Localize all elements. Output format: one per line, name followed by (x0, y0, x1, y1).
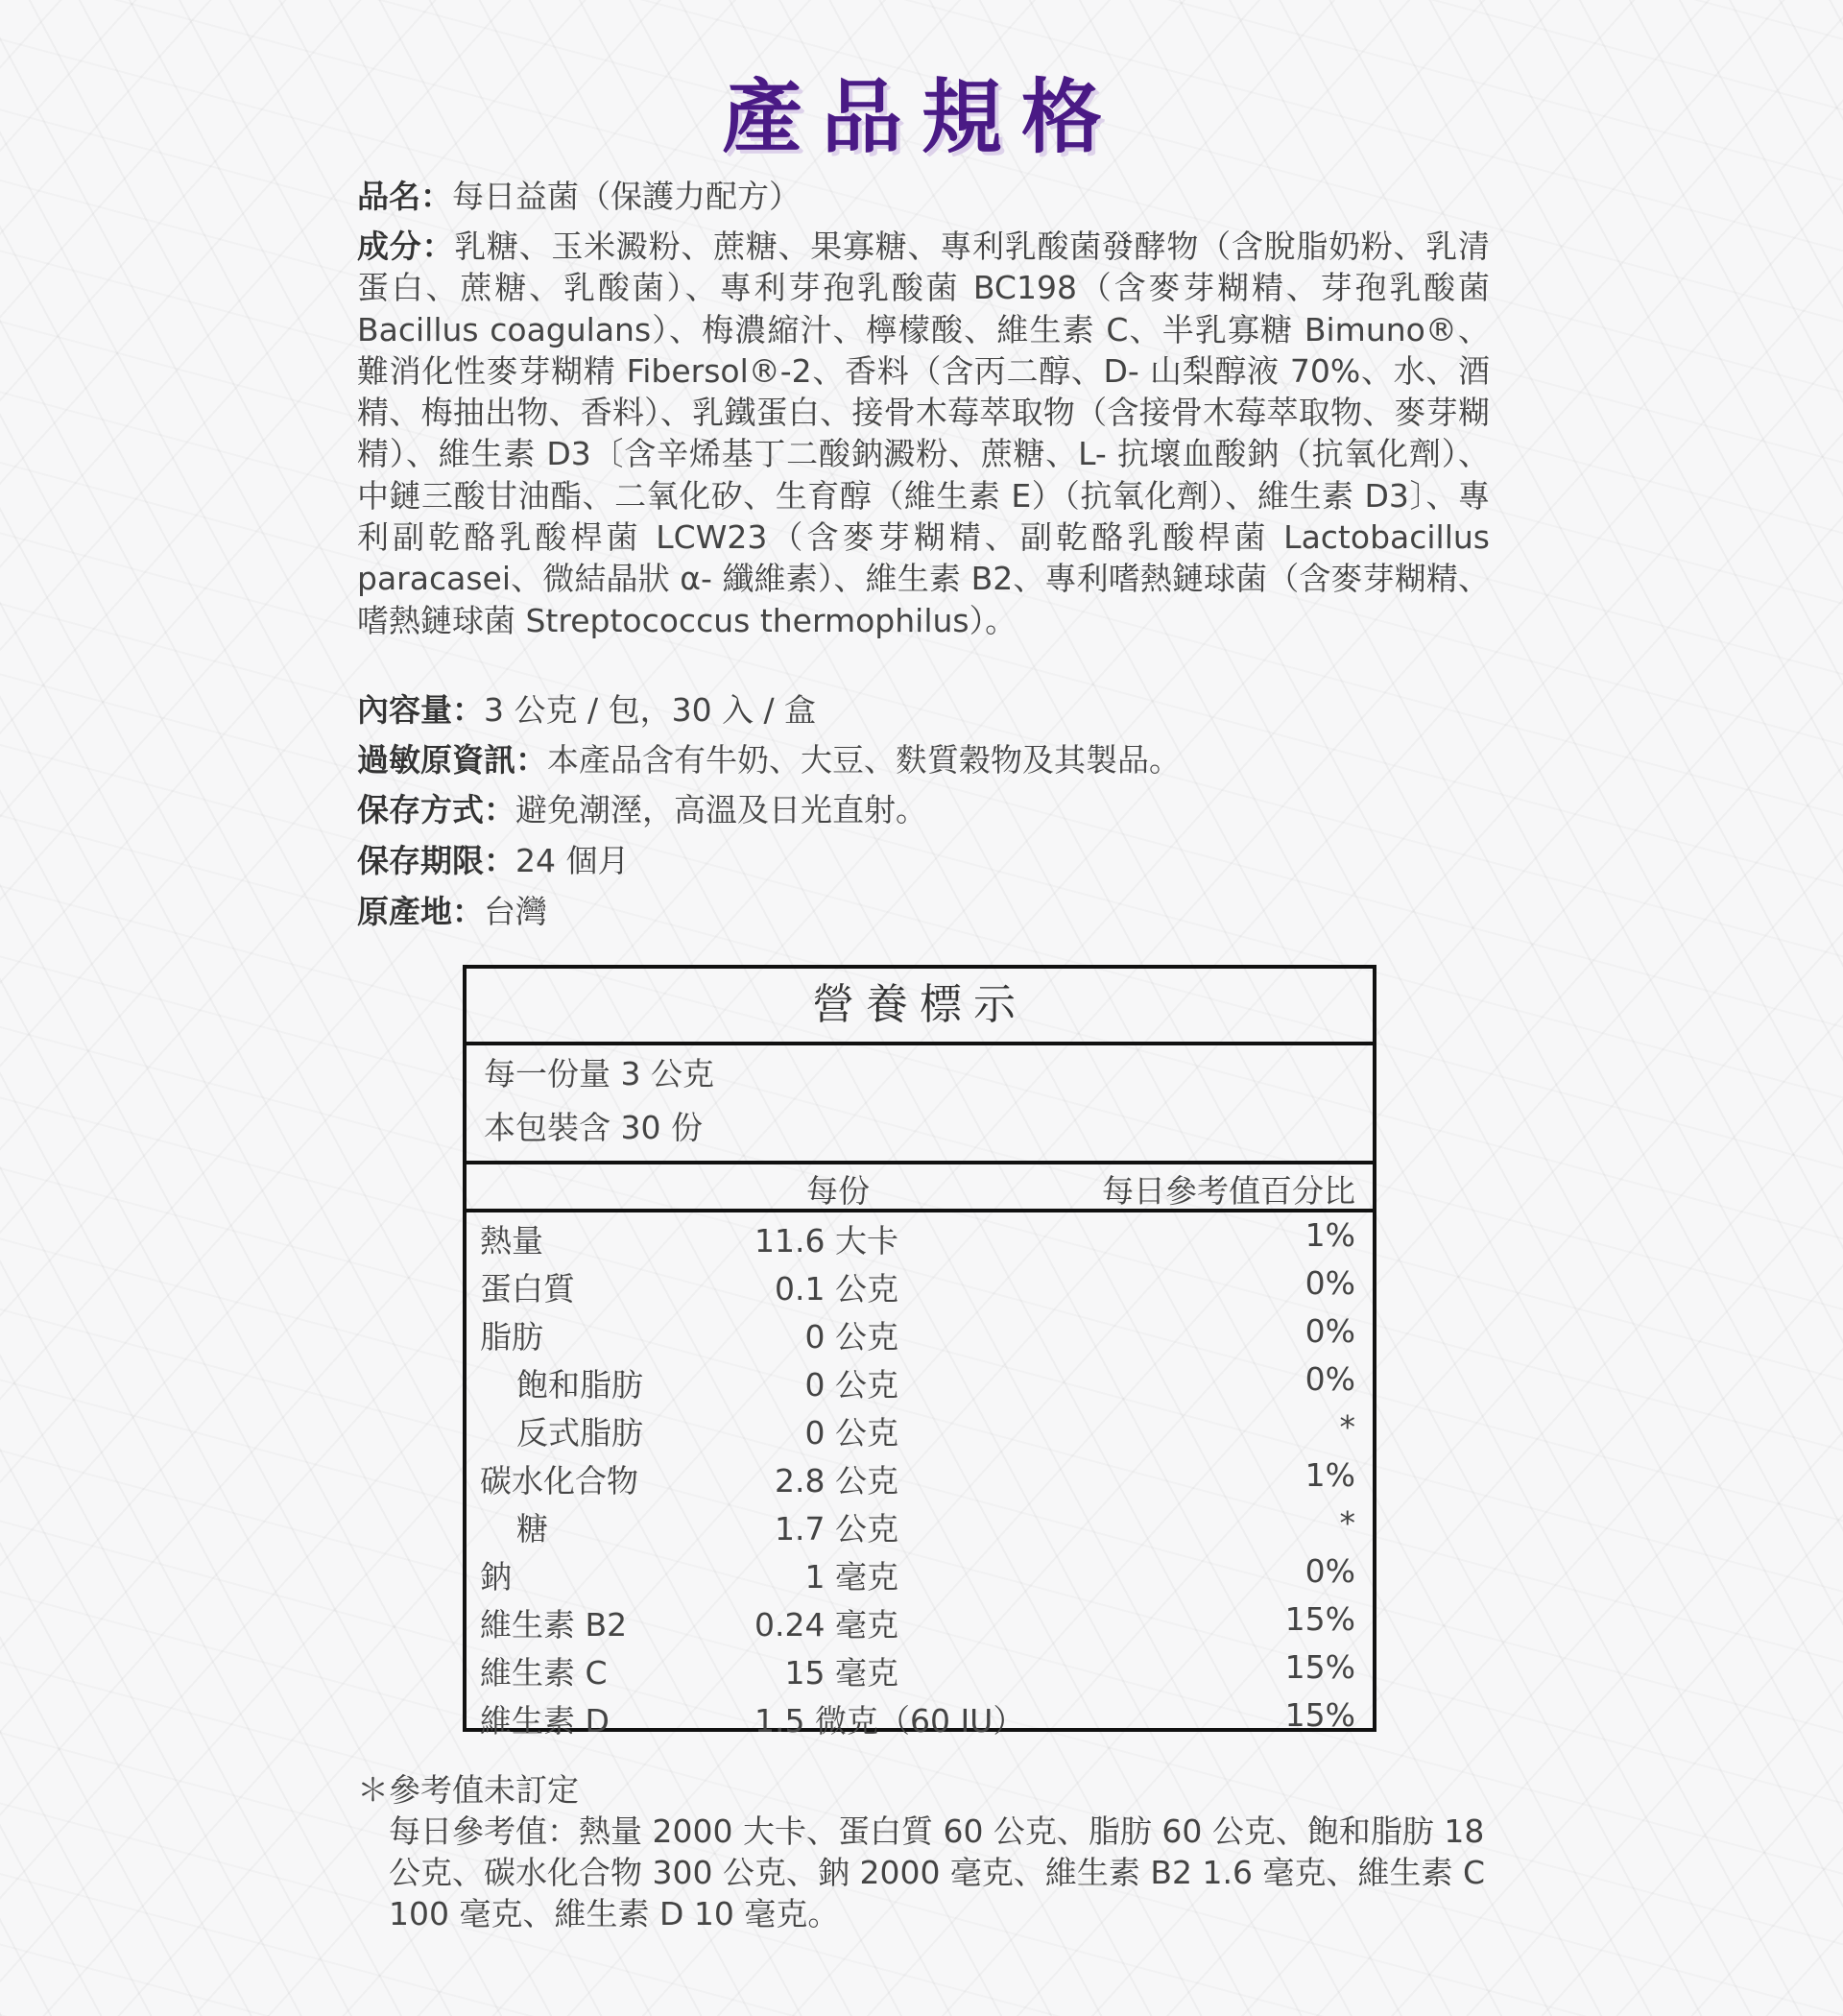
nutrient-name: 脂肪 (480, 1318, 543, 1356)
nutrient-amount: 0 公克 (804, 1414, 898, 1452)
spec-value: 本產品含有牛奶、大豆、麩質穀物及其製品。 (547, 741, 1181, 779)
nutrient-daily-value: 0% (1304, 1312, 1355, 1350)
nutrient-amount: 0.1 公克 (775, 1270, 898, 1308)
nutrient-daily-value: 0% (1304, 1552, 1355, 1590)
spec-ingredients (357, 226, 1490, 641)
spec-value: 台灣 (484, 893, 547, 930)
nutrient-amount: 0 公克 (804, 1318, 898, 1356)
table-row (467, 1356, 1373, 1404)
spec-label: 保存方式： (357, 791, 515, 828)
nutrient-amount: 0.24 毫克 (754, 1606, 898, 1644)
table-row (467, 1452, 1373, 1500)
table-row (467, 1596, 1373, 1644)
spec-value: 避免潮溼，高溫及日光直射。 (515, 791, 927, 828)
nutrient-daily-value: 1% (1304, 1216, 1355, 1254)
serving-info (467, 1045, 1373, 1164)
servings-per-package: 本包裝含 30 份 (484, 1109, 703, 1146)
nutrition-title: 營養標示 (467, 969, 1373, 1045)
spec-storage (357, 789, 1490, 830)
spec-shelf-life (357, 840, 1490, 881)
table-row (467, 1692, 1373, 1740)
spec-label: 成分： (357, 228, 455, 265)
header-daily-value: 每日參考值百分比 (1102, 1172, 1355, 1210)
nutrition-rows (467, 1212, 1373, 1740)
nutrient-amount: 1.5 微克（60 IU） (754, 1702, 1025, 1740)
spec-label: 內容量： (357, 691, 484, 729)
spec-value: 3 公克 / 包，30 入 / 盒 (484, 691, 817, 729)
nutrient-daily-value: 0% (1304, 1360, 1355, 1398)
table-row (467, 1212, 1373, 1260)
nutrition-table (463, 965, 1376, 1740)
table-row (467, 1500, 1373, 1548)
nutrient-name: 反式脂肪 (516, 1414, 643, 1452)
nutrient-daily-value: 15% (1284, 1648, 1355, 1686)
spec-value: 乳糖、玉米澱粉、蔗糖、果寡糖、專利乳酸菌發酵物（含脫脂奶粉、乳清蛋白、蔗糖、乳酸菌）、專利芽孢乳酸菌 BC198（含麥芽糊精、芽孢乳酸菌 Bacillus coagulans）、梅濃縮汁、檸檬酸、維生素 C、半乳寡糖 Bimuno®、難消化性麥芽糊精 Fibersol®-2、香料（含丙二醇、D- 山梨醇液 70%、水、酒精、梅抽出物、香料）、乳鐵蛋白、接骨木莓萃取物（含接骨木莓萃取物、麥芽糊精）、維生素 D3〔含辛烯基丁二酸鈉澱粉、蔗糖、L- 抗壞血酸鈉（抗氧化劑）、中鏈三酸甘油酯、二氧化矽、生育醇（維生素 E）（抗氧化劑）、維生素 D3〕、專利副乾酪乳酸桿菌 LCW23（含麥芽糊精、副乾酪乳酸桿菌 Lactobacillus paracasei、微結晶狀 α- 纖維素）、維生素 B2、專利嗜熱鏈球菌（含麥芽糊精、嗜熱鏈球菌 Streptococcus thermophilus）。 (357, 228, 1491, 639)
table-row (467, 1548, 1373, 1596)
spec-label: 過敏原資訊： (357, 741, 547, 779)
spec-label: 保存期限： (357, 842, 515, 879)
nutrient-daily-value: 15% (1284, 1696, 1355, 1734)
nutrient-name: 糖 (516, 1510, 548, 1548)
nutrient-daily-value: 15% (1284, 1600, 1355, 1638)
table-row (467, 1260, 1373, 1308)
nutrient-amount: 15 毫克 (784, 1654, 898, 1692)
nutrient-name: 維生素 B2 (480, 1606, 628, 1644)
spec-allergen (357, 739, 1490, 780)
nutrient-name: 維生素 D (480, 1702, 610, 1740)
table-row (467, 1308, 1373, 1356)
table-row (467, 1404, 1373, 1452)
spec-value: 24 個月 (515, 842, 630, 879)
nutrient-amount: 1 毫克 (804, 1558, 898, 1596)
footnote-reference: 每日參考值：熱量 2000 大卡、蛋白質 60 公克、脂肪 60 公克、飽和脂肪 18 公克、碳水化合物 300 公克、鈉 2000 毫克、維生素 B2 1.6 毫克、維生素 C 100 毫克、維生素 D 10 毫克。 (389, 1812, 1486, 1932)
spec-value: 每日益菌（保護力配方） (452, 178, 801, 215)
footnote-asterisk: ＊參考值未訂定 (357, 1771, 579, 1809)
spec-label: 品名： (357, 178, 452, 215)
page-title: 產品規格 (721, 69, 1121, 164)
nutrient-name: 鈉 (480, 1558, 512, 1596)
nutrient-name: 碳水化合物 (480, 1462, 638, 1500)
nutrient-daily-value: * (1339, 1504, 1355, 1542)
spec-origin (357, 891, 1490, 932)
nutrient-daily-value: 0% (1304, 1264, 1355, 1302)
nutrient-amount: 0 公克 (804, 1366, 898, 1404)
spec-label: 原產地： (357, 893, 484, 930)
nutrition-header (467, 1164, 1373, 1212)
nutrient-daily-value: 1% (1304, 1456, 1355, 1494)
nutrient-name: 蛋白質 (480, 1270, 575, 1308)
nutrient-amount: 1.7 公克 (775, 1510, 898, 1548)
serving-size: 每一份量 3 公克 (484, 1055, 714, 1092)
table-row (467, 1644, 1373, 1692)
nutrient-amount: 11.6 大卡 (754, 1222, 898, 1260)
nutrient-name: 熱量 (480, 1222, 543, 1260)
nutrient-name: 飽和脂肪 (516, 1366, 643, 1404)
nutrient-daily-value: * (1339, 1408, 1355, 1446)
spec-product-name (357, 176, 1490, 217)
header-per-serving: 每份 (806, 1172, 870, 1210)
nutrient-name: 維生素 C (480, 1654, 608, 1692)
nutrient-amount: 2.8 公克 (775, 1462, 898, 1500)
spec-net-content (357, 689, 1490, 731)
